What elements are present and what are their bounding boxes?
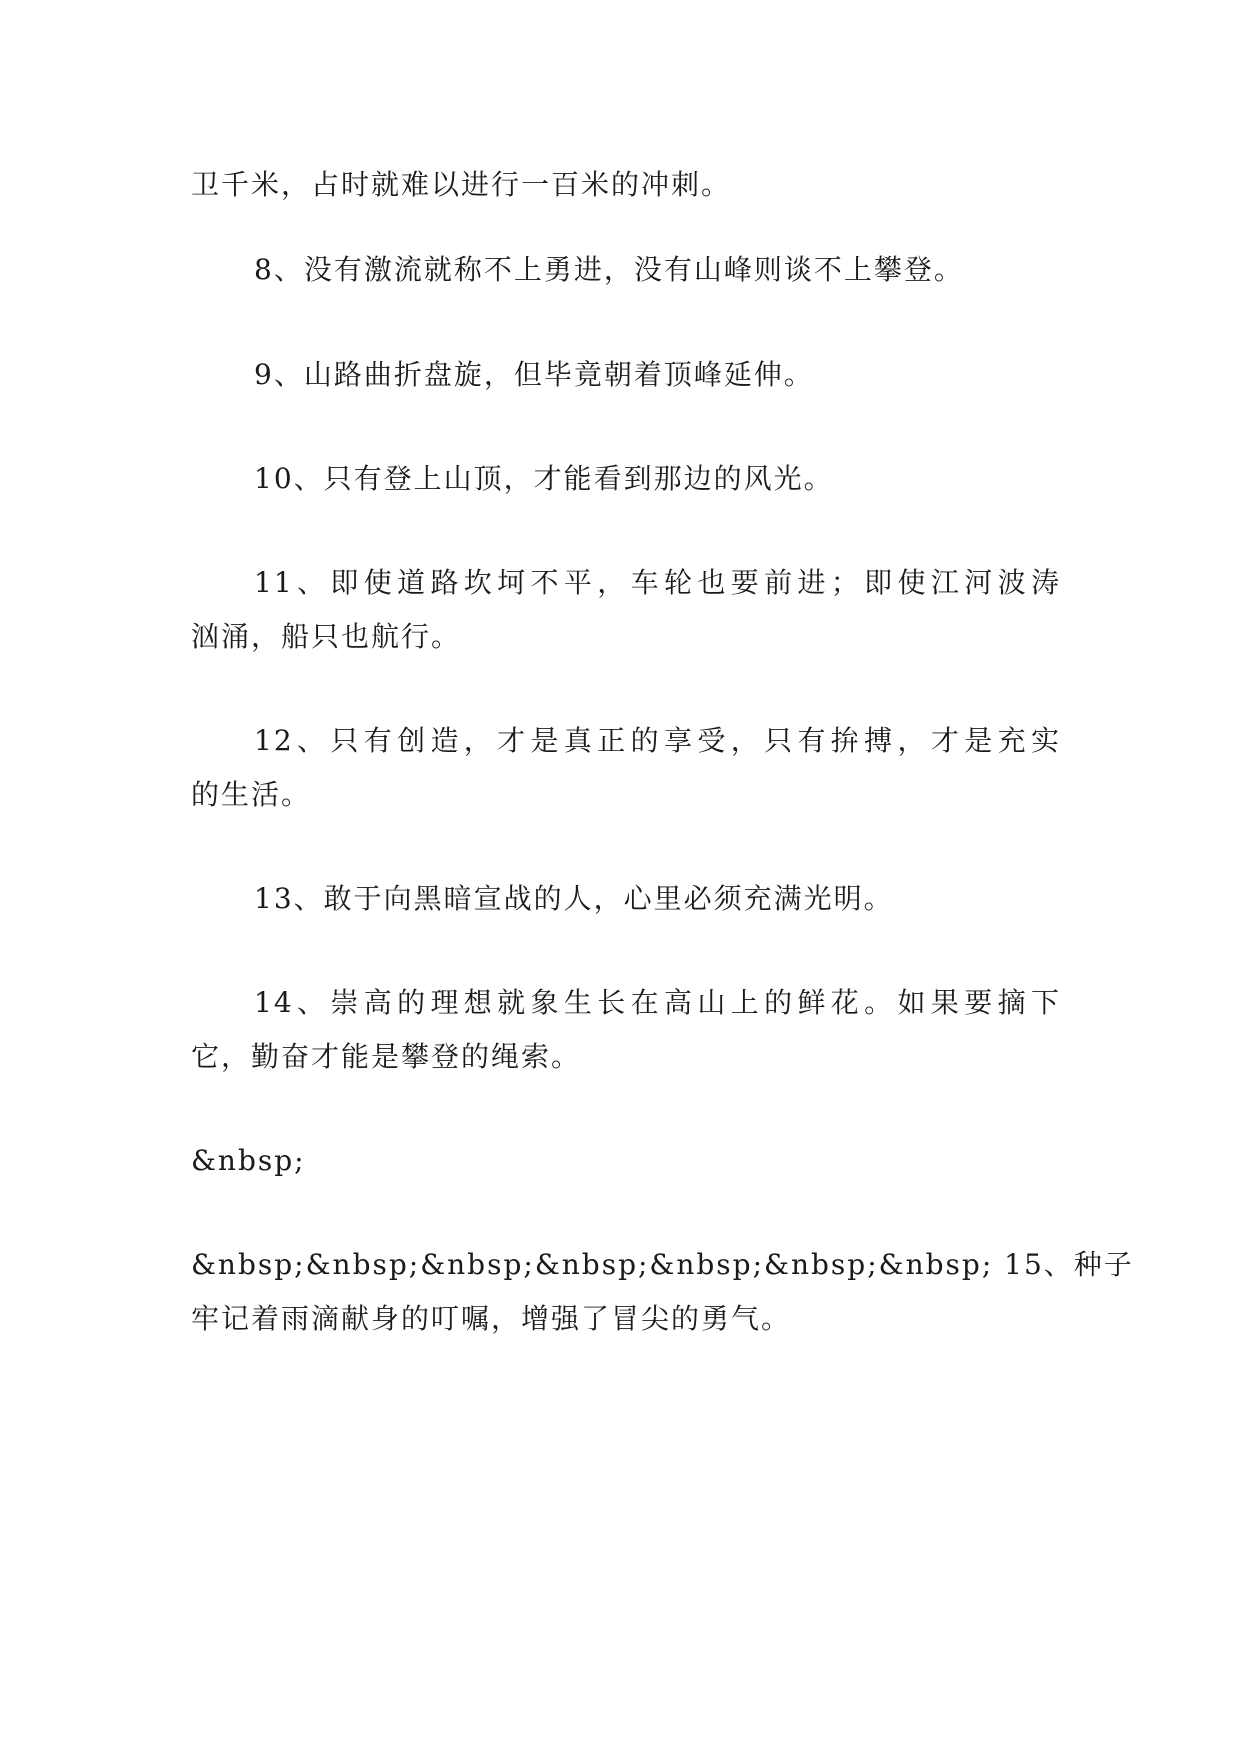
nbsp-literal-line: &nbsp; — [191, 1144, 306, 1177]
quote-12-line-1: 12、只有创造，才是真正的享受，只有拚搏，才是充实 — [254, 724, 1061, 757]
quote-10: 10、只有登上山顶，才能看到那边的风光。 — [254, 462, 834, 495]
text-line-continuation: 卫千米，占时就难以进行一百米的冲刺。 — [191, 168, 732, 201]
quote-14-line-2: 它，勤奋才能是攀登的绳索。 — [191, 1040, 582, 1073]
quote-12-line-2: 的生活。 — [191, 778, 312, 811]
quote-13: 13、敢于向黑暗宣战的人，心里必须充满光明。 — [254, 882, 894, 915]
quote-8: 8、没有激流就称不上勇进，没有山峰则谈不上攀登。 — [254, 253, 964, 286]
quote-14-line-1: 14、崇高的理想就象生长在高山上的鲜花。如果要摘下 — [254, 986, 1061, 1019]
quote-11-line-2: 汹涌，船只也航行。 — [191, 620, 462, 653]
quote-9: 9、山路曲折盘旋，但毕竟朝着顶峰延伸。 — [254, 358, 814, 391]
quote-15-line-2: 牢记着雨滴献身的叮嘱，增强了冒尖的勇气。 — [191, 1302, 792, 1335]
quote-11-line-1: 11、即使道路坎坷不平，车轮也要前进；即使江河波涛 — [254, 566, 1061, 599]
quote-15-line-1: &nbsp;&nbsp;&nbsp;&nbsp;&nbsp;&nbsp;&nbsp; 15、种子 — [191, 1248, 1134, 1281]
